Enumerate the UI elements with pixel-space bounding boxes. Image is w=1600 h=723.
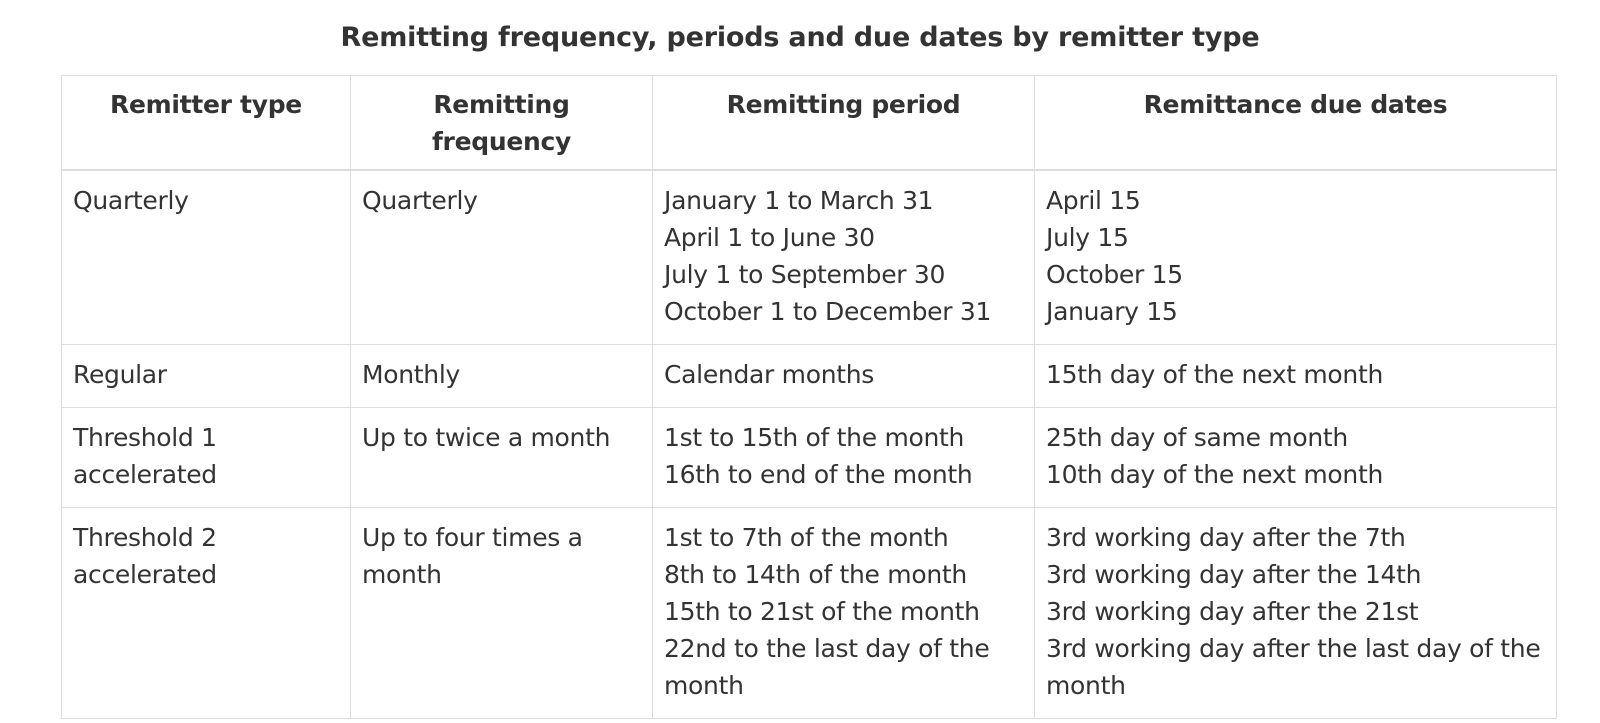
due-date-line: 3rd working day after the 14th xyxy=(1046,560,1422,589)
cell-remittance-due-dates xyxy=(1035,170,1557,345)
cell-remitting-period xyxy=(653,408,1035,508)
period-line: 1st to 15th of the month xyxy=(664,423,965,452)
period-line: 15th to 21st of the month xyxy=(664,597,980,626)
period-line: October 1 to December 31 xyxy=(664,297,992,326)
cell-remitter-type: Threshold 2 accelerated xyxy=(62,508,351,719)
cell-remitter-type: Quarterly xyxy=(62,170,351,345)
due-date-line: 25th day of same month xyxy=(1046,423,1348,452)
table-row xyxy=(62,408,1557,508)
cell-remitting-period xyxy=(653,345,1035,408)
table-caption: Remitting frequency, periods and due dates by remitter type xyxy=(340,22,1260,53)
cell-remitter-type: Threshold 1 accelerated xyxy=(62,408,351,508)
table-row xyxy=(62,345,1557,408)
cell-remitting-frequency: Quarterly xyxy=(351,170,653,345)
cell-remitting-period xyxy=(653,508,1035,719)
due-date-line: 15th day of the next month xyxy=(1046,360,1384,389)
header-remitting-period: Remitting period xyxy=(653,76,1035,171)
table-header-row xyxy=(62,76,1557,171)
period-line: 1st to 7th of the month xyxy=(664,523,949,552)
cell-remitter-type: Regular xyxy=(62,345,351,408)
due-date-line: October 15 xyxy=(1046,260,1183,289)
header-remitter-type: Remitter type xyxy=(62,76,351,171)
table-row xyxy=(62,508,1557,719)
table-row xyxy=(62,170,1557,345)
period-line: April 1 to June 30 xyxy=(664,223,875,252)
period-line: 16th to end of the month xyxy=(664,460,973,489)
period-line: January 1 to March 31 xyxy=(664,186,934,215)
header-remitting-frequency: Remitting frequency xyxy=(351,76,653,171)
cell-remitting-frequency: Up to twice a month xyxy=(351,408,653,508)
cell-remitting-period xyxy=(653,170,1035,345)
due-date-line: 3rd working day after the 21st xyxy=(1046,597,1419,626)
period-line: July 1 to September 30 xyxy=(664,260,946,289)
cell-remittance-due-dates xyxy=(1035,508,1557,719)
due-date-line: July 15 xyxy=(1046,223,1129,252)
due-date-line: April 15 xyxy=(1046,186,1141,215)
period-line: Calendar months xyxy=(664,360,875,389)
due-date-line: 3rd working day after the 7th xyxy=(1046,523,1406,552)
due-date-line: 3rd working day after the last day of the month xyxy=(1046,634,1541,700)
due-date-line: 10th day of the next month xyxy=(1046,460,1384,489)
cell-remitting-frequency: Up to four times a month xyxy=(351,508,653,719)
header-remittance-due-dates: Remittance due dates xyxy=(1035,76,1557,171)
period-line: 8th to 14th of the month xyxy=(664,560,967,589)
remittance-table xyxy=(61,75,1557,719)
due-date-line: January 15 xyxy=(1046,297,1178,326)
cell-remitting-frequency: Monthly xyxy=(351,345,653,408)
cell-remittance-due-dates xyxy=(1035,408,1557,508)
period-line: 22nd to the last day of the month xyxy=(664,634,990,700)
cell-remittance-due-dates xyxy=(1035,345,1557,408)
